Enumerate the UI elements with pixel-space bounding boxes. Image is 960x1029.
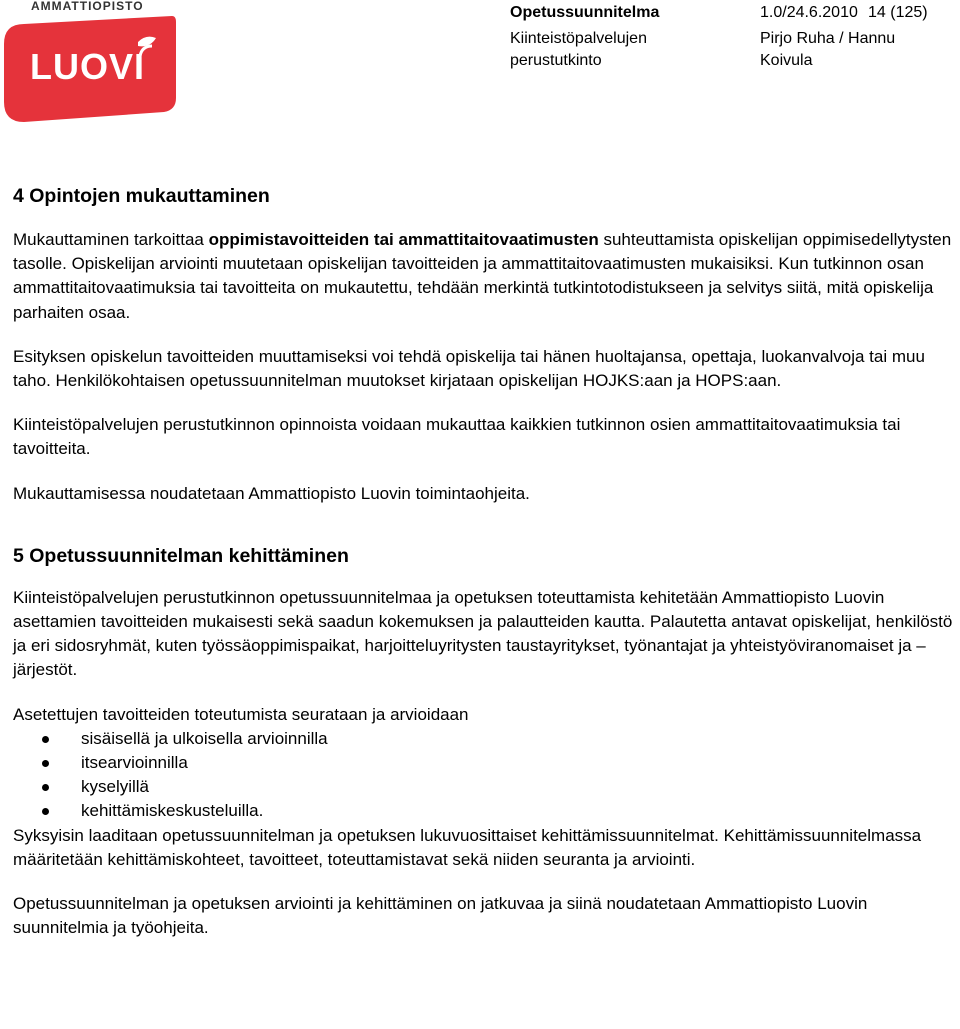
list-item <box>13 751 953 775</box>
page-number: 14 (125) <box>868 4 928 21</box>
bullet-icon <box>42 784 49 791</box>
section-4-paragraph-3: Kiinteistöpalvelujen perustutkinnon opinnoista voidaan mukauttaa kaikkien tutkinnon osien ammattitaitovaatimuksia tai tavoitteita. <box>13 415 901 459</box>
list-item <box>13 799 953 823</box>
list-item <box>13 775 953 799</box>
section-4-paragraph-1 <box>13 228 953 325</box>
section-4-heading: 4 Opintojen mukauttaminen <box>13 185 270 207</box>
section-5-paragraph-2: Asetettujen tavoitteiden toteutumista seurataan ja arvioidaan <box>13 704 469 724</box>
document-subtitle <box>510 28 647 72</box>
luovi-logo <box>0 0 180 122</box>
logo-org-text: AMMATTIOPISTO <box>31 0 144 13</box>
bullet-icon <box>42 760 49 767</box>
evaluation-methods-list <box>13 727 953 824</box>
bullet-icon <box>42 808 49 815</box>
authors-line-1: Pirjo Ruha / Hannu <box>760 30 896 47</box>
section-5-paragraph-3: Syksyisin laaditaan opetussuunnitelman ja opetuksen lukuvuosittaiset kehittämissuunnitelmat. Kehittämissuunnitelmassa määritetään kehittämiskohteet, tavoitteet, toteuttamistavat sekä niiden seuranta ja arviointi. <box>13 825 922 869</box>
list-item-text: itsearvioinnilla <box>81 753 188 773</box>
document-body <box>13 182 953 940</box>
section-4-paragraph-2: Esityksen opiskelun tavoitteiden muuttamiseksi voi tehdä opiskelija tai hänen huoltajansa, opettaja, luokanvalvoja tai muu taho. Henkilökohtaisen opetussuunnitelman muutokset kirjataan opiskelijan HOJKS:aan ja HOPS:aan. <box>13 346 925 391</box>
paragraph-text: suhteuttamista opiskelijan oppimisedellytysten tasolle. Opiskelijan arviointi muutetaan opiskelijan tavoitteiden ja ammattitaitovaatimusten mukaisiksi. Kun tutkinnon osan ammattitaitovaatimuksia tai tavoitteita on mukautettu, tehdään merkintä tutkintotodistukseen ja selvitys siitä, mitä opiskelija parhaiten osaa. <box>13 230 952 322</box>
section-5-heading: 5 Opetussuunnitelman kehittäminen <box>13 544 349 567</box>
list-item-text: kehittämiskeskusteluilla. <box>81 801 264 821</box>
document-version: 1.0/24.6.2010 <box>760 4 858 21</box>
list-item-text: kyselyillä <box>81 777 150 797</box>
logo-wordmark: LUOVI <box>30 46 146 87</box>
document-title: Opetussuunnitelma <box>510 4 660 21</box>
paragraph-bold-text: oppimistavoitteiden tai ammattitaitovaatimusten <box>208 230 599 249</box>
section-4-paragraph-4: Mukauttamisessa noudatetaan Ammattiopisto Luovin toimintaohjeita. <box>13 483 530 503</box>
section-5-paragraph-4: Opetussuunnitelman ja opetuksen arviointi ja kehittäminen on jatkuvaa ja siinä noudatetaan Ammattiopisto Luovin suunnitelmia ja työohjeita. <box>13 894 868 938</box>
document-authors <box>760 28 895 72</box>
subtitle-line-2: perustutkinto <box>510 52 602 69</box>
section-5-paragraph-1: Kiinteistöpalvelujen perustutkinnon opetussuunnitelmaa ja opetuksen toteuttamista kehitetään Ammattiopisto Luovin asettamien tavoitteiden mukaisesti sekä saadun kokemuksen ja palautteiden kautta. Palautetta antavat opiskelijat, henkilöstö ja eri sidosryhmät, kuten työssäoppimispaikat, harjoitteluyritysten taustayritykset, työnantajat ja yhteistyöviranomaiset ja –järjestöt. <box>13 587 953 680</box>
list-item-text: sisäisellä ja ulkoisella arvioinnilla <box>81 728 328 748</box>
bullet-icon <box>42 736 49 743</box>
paragraph-text: Mukauttaminen tarkoittaa <box>13 230 209 249</box>
authors-line-2: Koivula <box>760 52 813 69</box>
subtitle-line-1: Kiinteistöpalvelujen <box>510 30 647 47</box>
list-item <box>13 727 953 751</box>
